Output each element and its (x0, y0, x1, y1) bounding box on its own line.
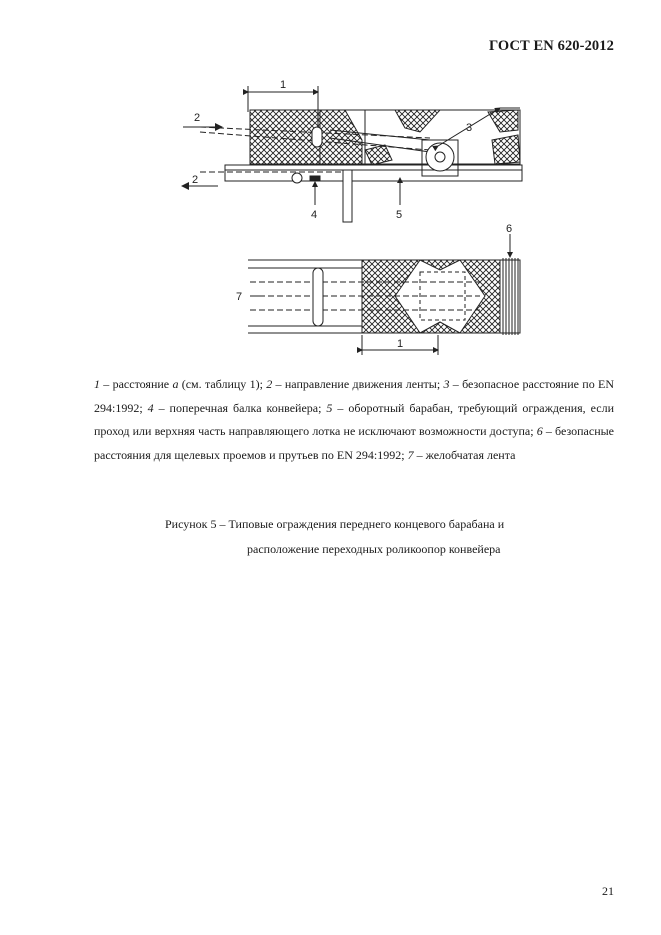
label-1-top: 1 (280, 79, 287, 91)
legend-num-4: 4 (147, 400, 154, 415)
legend-text-2: – направление движения ленты; (272, 377, 444, 391)
legend-num-3: 3 (443, 377, 450, 391)
legend-num-5: 5 (326, 400, 333, 415)
label-3: 3 (466, 122, 473, 134)
legend-num-6: 6 (536, 424, 543, 438)
figure-title-line-1: Рисунок 5 – Типовые ограждения переднего концевого барабана и (165, 517, 505, 531)
label-5: 5 (396, 209, 403, 221)
figure-title-line-2: расположение переходных роликоопор конвейера (247, 542, 501, 556)
legend-text-6: – безопасные расстояния для щелевых проемов и прутьев по EN 294:1992; (94, 424, 614, 462)
legend-num-2: 2 (266, 377, 273, 391)
legend-text-1a: (см. таблицу 1); (178, 377, 267, 391)
legend-num-7: 7 (407, 447, 414, 462)
legend-num-1: 1 (94, 377, 100, 391)
legend-text-4: – поперечная балка конвейера; (153, 400, 327, 415)
label-1-bottom: 1 (397, 338, 404, 350)
document-code: ГОСТ EN 620-2012 (488, 38, 614, 54)
legend-text-5: – оборотный барабан, требующий ограждения, если проход или верхняя часть направляющего лотка не исключают возможности доступа; (94, 400, 614, 438)
label-7: 7 (236, 291, 243, 303)
figure-legend (94, 373, 614, 467)
legend-var-a: a (172, 377, 179, 391)
legend-text-7: – желобчатая лента (413, 447, 516, 462)
top-view-drawing (248, 234, 520, 355)
label-2-upper: 2 (194, 112, 201, 124)
page-number: 21 (602, 884, 614, 898)
label-2-lower: 2 (192, 174, 199, 186)
legend-text-1: – расстояние (100, 377, 173, 391)
label-6: 6 (506, 223, 513, 235)
side-view-drawing (182, 86, 522, 222)
figure-title (140, 512, 580, 562)
label-4: 4 (311, 209, 318, 221)
legend-text-3: – безопасное расстояние по EN 294:1992; (94, 377, 614, 415)
